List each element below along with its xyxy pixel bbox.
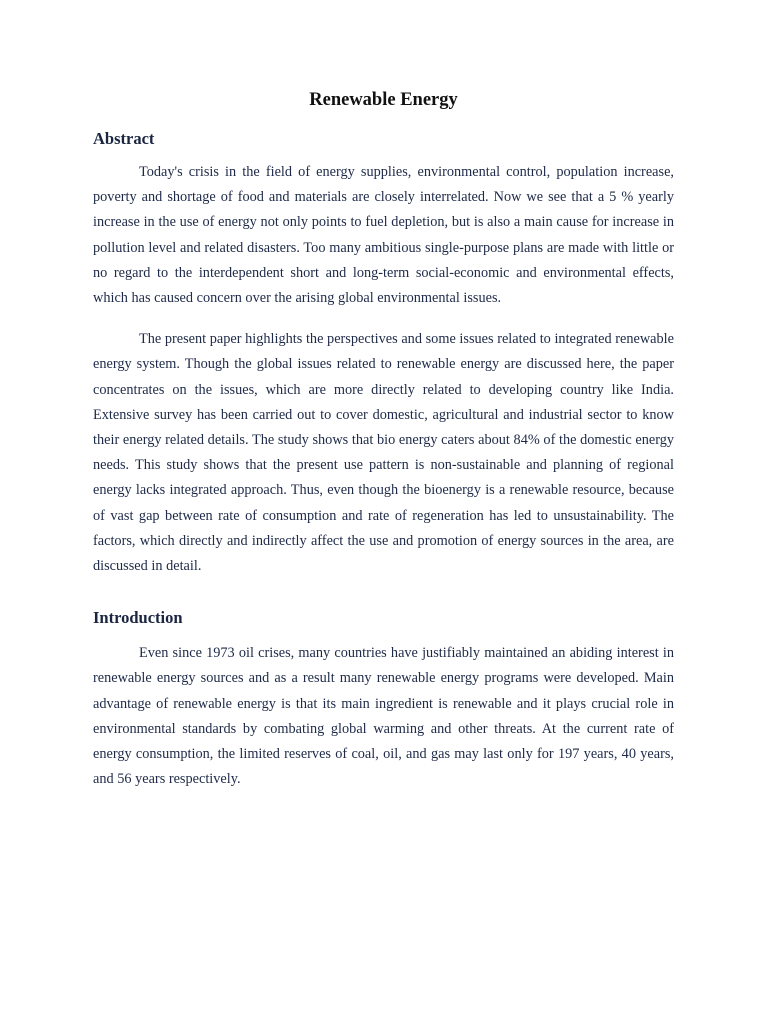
abstract-paragraph-1: Today's crisis in the field of energy supplies, environmental control, population increase, poverty and shortage of food and materials are closely interrelated. Now we see that a 5 % yearly increase in the use of energy not only points to fuel depletion, but is also a main cause for increase in pollution level and related disasters. Too many ambitious single-purpose plans are made with little or no regard to the interdependent short and long-term social-economic and environmental effects, which has caused concern over the arising global environmental issues.: [93, 164, 674, 307]
document-page: [93, 88, 674, 808]
introduction-heading: Introduction: [93, 608, 183, 628]
introduction-section: [93, 607, 674, 792]
abstract-heading: Abstract: [93, 129, 155, 148]
document-title: Renewable Energy: [309, 90, 458, 110]
introduction-paragraph-1: Even since 1973 oil crises, many countries have justifiably maintained an abiding interest in renewable energy sources and as a result many renewable energy programs were developed. Main advantage of renewable energy is that its main ingredient is renewable and it plays crucial role in environmental standards by combating global warming and other threats. At the current rate of energy consumption, the limited reserves of coal, oil, and gas may last only for 197 years, 40 years, and 56 years respectively.: [93, 645, 674, 788]
abstract-section: [93, 128, 674, 579]
abstract-paragraph-2: The present paper highlights the perspectives and some issues related to integrated renewable energy system. Though the global issues related to renewable energy are discussed here, the paper concentrates on the issues, which are more directly related to developing country like India. Extensive survey has been carried out to cover domestic, agricultural and industrial sector to know their energy related details. The study shows that bio energy caters about 84% of the domestic energy needs. This study shows that the present use pattern is non-sustainable and planning of regional energy lacks integrated approach. Thus, even though the bioenergy is a renewable resource, because of vast gap between rate of consumption and rate of regeneration has led to unsustainability. The factors, which directly and indirectly affect the use and promotion of energy sources in the area, are discussed in detail.: [93, 331, 674, 575]
